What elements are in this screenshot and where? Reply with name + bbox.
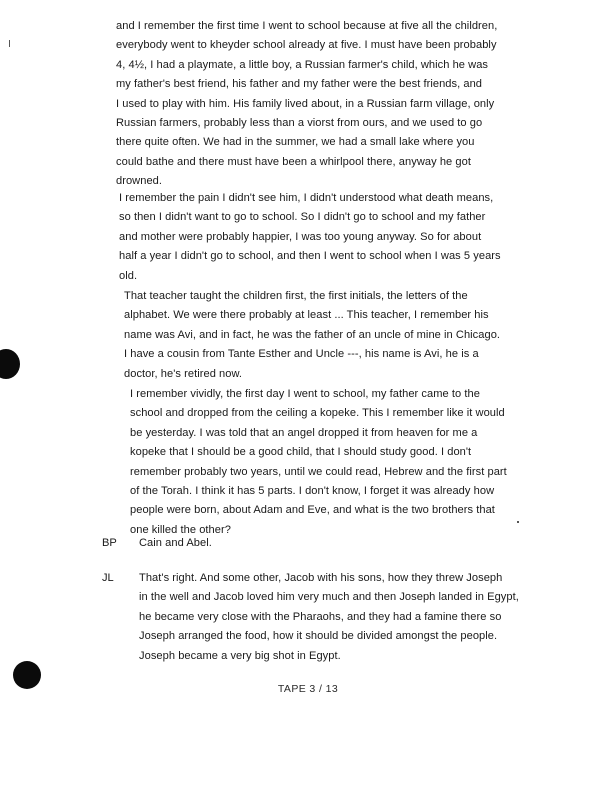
bp-response — [139, 534, 212, 553]
jl-response — [139, 569, 519, 666]
text-line: could bathe and there must have been a whirlpool there, anyway he got — [116, 155, 471, 168]
scan-mark — [9, 40, 10, 47]
text-line: 4, 4½, I had a playmate, a little boy, a Russian farmer's child, which he was — [116, 58, 489, 71]
text-line: I remember vividly, the first day I went to school, my father came to the — [130, 388, 480, 400]
speaker-jl: JL — [102, 572, 114, 584]
text-line: there quite often. We had in the summer, we had a small lake where you — [116, 136, 475, 149]
paragraph-2 — [119, 189, 501, 286]
text-line: be yesterday. I was told that an angel dropped it from heaven for me a — [130, 426, 478, 439]
text-line: drowned. — [116, 175, 163, 188]
text-line: That teacher taught the children first, the first initials, the letters of the — [124, 290, 468, 302]
text-line: remember probably two years, until we could read, Hebrew and the first part — [130, 465, 507, 478]
paragraph-1 — [116, 17, 497, 192]
text-line: I have a cousin from Tante Esther and Uncle ---, his name is Avi, he is a — [124, 348, 479, 361]
text-line: That's right. And some other, Jacob with his sons, how they threw Joseph — [139, 572, 503, 584]
text-line: doctor, he's retired now. — [124, 367, 243, 380]
text-line: I used to play with him. His family lived about, in a Russian farm village, only — [116, 97, 495, 110]
paragraph-3 — [124, 287, 500, 384]
text-line: and mother were probably happier, I was too young anyway. So for about — [119, 230, 482, 243]
text-line: he became very close with the Pharaohs, and they had a famine there so — [139, 610, 502, 623]
text-line: my father's best friend, his father and my father were the best friends, and — [116, 78, 483, 91]
text-line: Joseph arranged the food, how it should be divided amongst the people. — [139, 630, 498, 643]
text-line: Russian farmers, probably less than a viorst from ours, and we used to go — [116, 117, 483, 130]
page-footer: TAPE 3 / 13 — [277, 683, 339, 695]
text-line: so then I didn't want to go to school. So I didn't go to school and my father — [119, 211, 486, 224]
speaker-bp: BP — [102, 537, 117, 549]
text-line: and I remember the first time I went to school because at five all the children, — [116, 20, 498, 32]
text-line: kopeke that I should be a good child, that I should study good. I don't — [130, 446, 472, 459]
text-line: people were born, about Adam and Eve, and what is the two brothers that — [130, 504, 495, 517]
text-line: old. — [119, 269, 138, 282]
text-line: everybody went to kheyder school already at five. I must have been probably — [116, 39, 497, 52]
text-line: school and dropped from the ceiling a kopeke. This I remember like it would — [130, 407, 505, 420]
text-line: half a year I didn't go to school, and then I went to school when I was 5 years — [119, 250, 501, 263]
text-line: of the Torah. I think it has 5 parts. I don't know, I forget it was already how — [130, 485, 495, 498]
binder-hole-top — [0, 349, 20, 379]
paragraph-4 — [130, 385, 507, 540]
text-line: name was Avi, and in fact, he was the father of an uncle of mine in Chicago. — [124, 328, 501, 341]
text-line: alphabet. We were there probably at least ... This teacher, I remember his — [124, 309, 489, 322]
text-line: Joseph became a very big shot in Egypt. — [139, 649, 341, 662]
scan-dot — [517, 521, 519, 523]
text-line: in the well and Jacob loved him very much and then Joseph landed in Egypt, — [139, 591, 519, 604]
text-line: I remember the pain I didn't see him, I didn't understood what death means, — [119, 192, 494, 204]
text-line: one killed the other? — [130, 523, 231, 536]
text-line: Cain and Abel. — [139, 537, 212, 549]
